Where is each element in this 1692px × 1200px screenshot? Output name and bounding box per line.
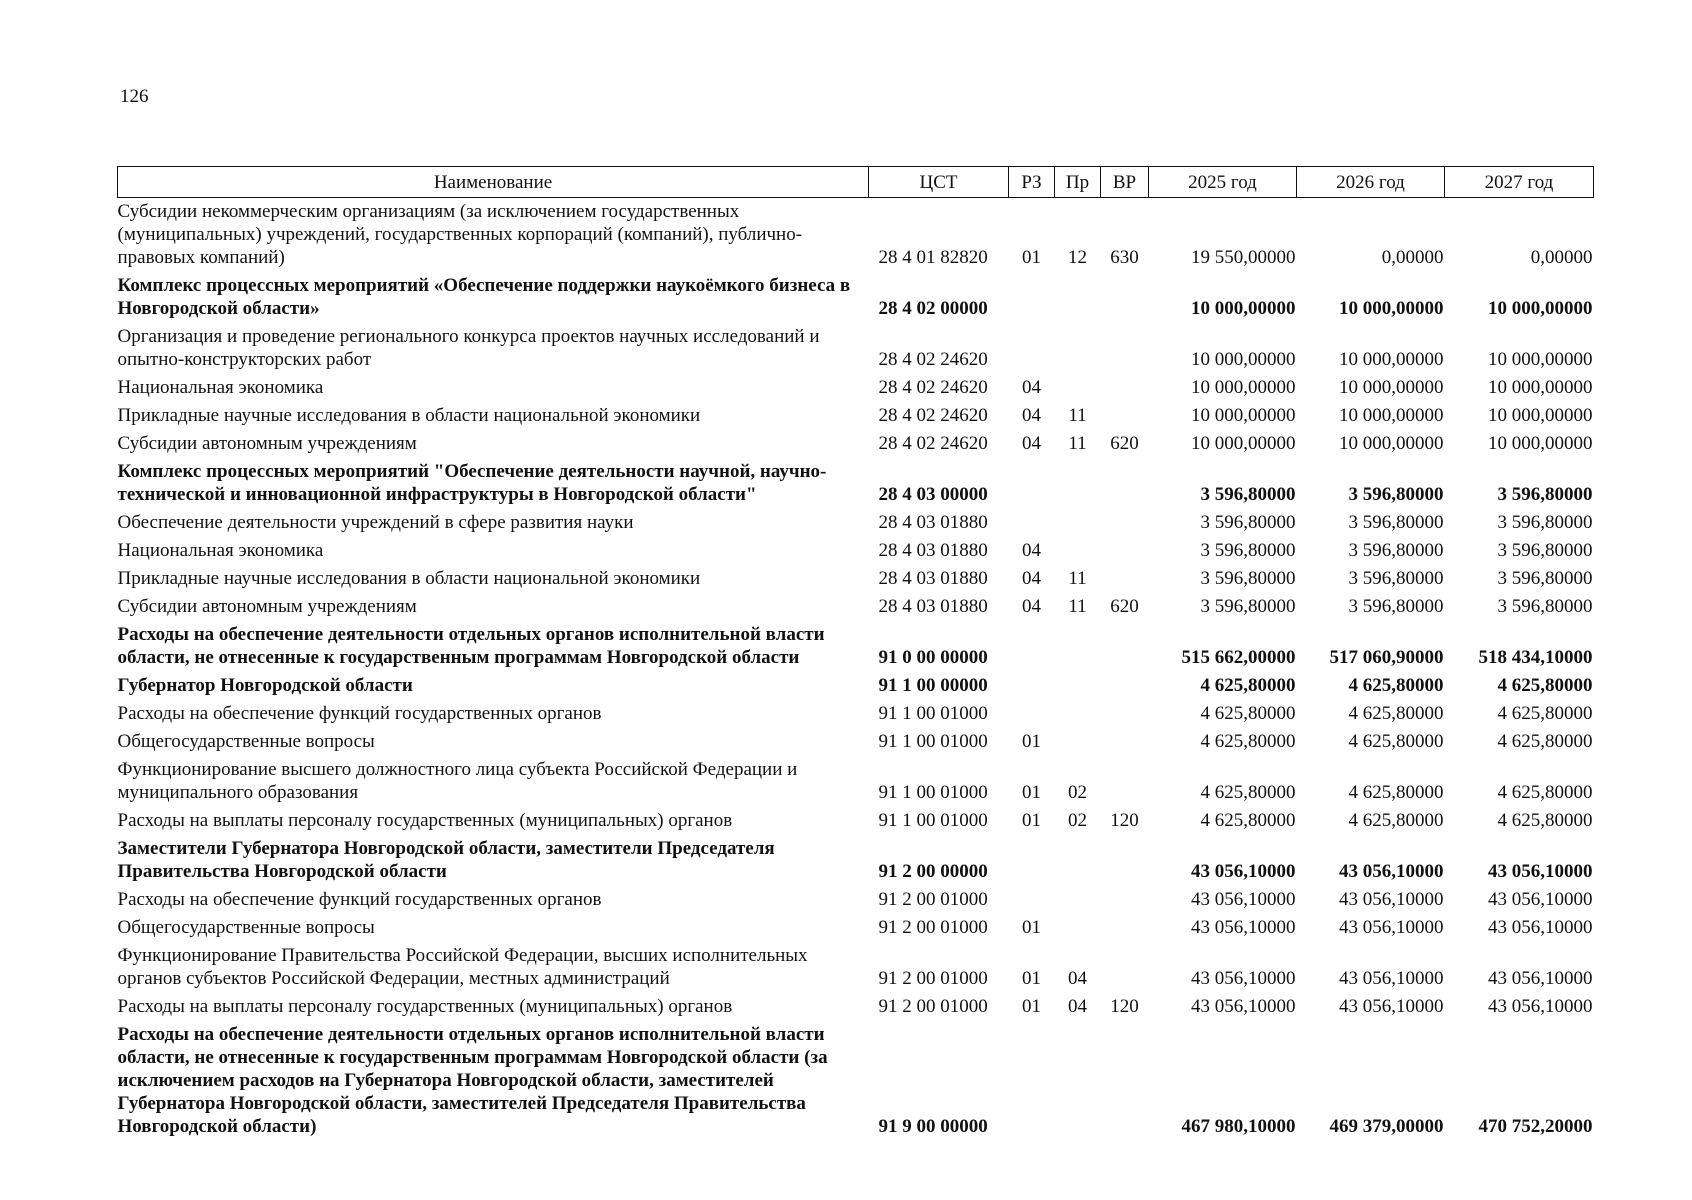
cell-2027: 10 000,00000: [1488, 298, 1593, 319]
cell-pr: 11: [1068, 596, 1087, 617]
header-vr: ВР: [1101, 167, 1149, 198]
cell-rz: 01: [1022, 782, 1041, 803]
cell-vr: [1101, 835, 1149, 886]
cell-name: Комплекс процессных мероприятий "Обеспечение деятельности научной, научно-технической и инновационной инфраструктуры в Новгородской области": [117, 461, 827, 505]
cell-pr: [1055, 728, 1101, 756]
table-row: [118, 993, 1594, 1021]
cell-name: Прикладные научные исследования в области национальной экономики: [117, 405, 701, 426]
table-row: [118, 430, 1594, 458]
cell-cst: 91 1 00 01000: [878, 782, 988, 803]
header-2027: 2027 год: [1445, 167, 1594, 198]
cell-cst: 28 4 01 82820: [878, 247, 988, 268]
cell-name: Комплекс процессных мероприятий «Обеспечение поддержки наукоёмкого бизнеса в Новгородской области»: [117, 275, 851, 319]
cell-cst: 91 2 00 00000: [878, 861, 988, 882]
cell-2025: 43 056,10000: [1191, 889, 1296, 910]
cell-2027: 43 056,10000: [1488, 996, 1593, 1017]
cell-pr: [1055, 886, 1101, 914]
cell-vr: [1101, 942, 1149, 993]
cell-2025: 10 000,00000: [1191, 405, 1296, 426]
cell-rz: [1009, 458, 1055, 509]
table-row: [118, 537, 1594, 565]
cell-pr: 04: [1068, 996, 1087, 1017]
table-row: [118, 198, 1594, 273]
cell-2027: 4 625,80000: [1497, 675, 1593, 696]
table-row: [118, 942, 1594, 993]
cell-2026: 3 596,80000: [1348, 596, 1444, 617]
cell-2027: 43 056,10000: [1488, 968, 1593, 989]
cell-name: Расходы на обеспечение функций государственных органов: [117, 889, 602, 910]
cell-vr: 120: [1110, 810, 1139, 831]
cell-rz: 01: [1022, 917, 1041, 938]
header-cst: ЦСТ: [869, 167, 1009, 198]
table-row: [118, 402, 1594, 430]
cell-rz: 01: [1022, 996, 1041, 1017]
cell-2025: 43 056,10000: [1191, 996, 1296, 1017]
cell-pr: [1055, 509, 1101, 537]
table-row: [118, 323, 1594, 374]
header-name: Наименование: [118, 167, 869, 198]
table-row: [118, 458, 1594, 509]
cell-cst: 28 4 03 00000: [878, 484, 988, 505]
cell-2025: 4 625,80000: [1200, 703, 1296, 724]
cell-vr: [1101, 1021, 1149, 1141]
cell-cst: 28 4 03 01880: [878, 540, 988, 561]
cell-vr: [1101, 886, 1149, 914]
cell-2025: 4 625,80000: [1200, 810, 1296, 831]
page-number: 126: [120, 86, 149, 107]
cell-2026: 43 056,10000: [1339, 861, 1444, 882]
cell-2026: 43 056,10000: [1339, 889, 1444, 910]
cell-2027: 518 434,10000: [1478, 647, 1593, 668]
cell-rz: [1009, 323, 1055, 374]
cell-vr: [1101, 374, 1149, 402]
cell-pr: [1055, 272, 1101, 323]
cell-2026: 10 000,00000: [1339, 377, 1444, 398]
cell-pr: [1055, 835, 1101, 886]
header-2026: 2026 год: [1297, 167, 1445, 198]
cell-2026: 517 060,90000: [1329, 647, 1444, 668]
cell-vr: [1101, 672, 1149, 700]
table-row: [118, 593, 1594, 621]
cell-2027: 3 596,80000: [1497, 596, 1593, 617]
cell-pr: [1055, 537, 1101, 565]
cell-vr: [1101, 537, 1149, 565]
cell-pr: 04: [1068, 968, 1087, 989]
cell-2027: 4 625,80000: [1497, 810, 1593, 831]
cell-cst: 91 1 00 00000: [878, 675, 988, 696]
cell-rz: 01: [1022, 810, 1041, 831]
cell-pr: [1055, 458, 1101, 509]
cell-2027: 43 056,10000: [1488, 917, 1593, 938]
cell-rz: 04: [1022, 596, 1041, 617]
cell-vr: [1101, 458, 1149, 509]
cell-vr: [1101, 756, 1149, 807]
cell-name: Расходы на выплаты персоналу государственных (муниципальных) органов: [117, 996, 733, 1017]
cell-2025: 3 596,80000: [1200, 540, 1296, 561]
cell-2027: 3 596,80000: [1497, 540, 1593, 561]
cell-rz: [1009, 700, 1055, 728]
table-row: [118, 672, 1594, 700]
cell-2025: 10 000,00000: [1191, 349, 1296, 370]
cell-2026: 4 625,80000: [1348, 810, 1444, 831]
cell-2027: 4 625,80000: [1497, 731, 1593, 752]
cell-cst: 91 2 00 01000: [878, 917, 988, 938]
cell-pr: [1055, 374, 1101, 402]
cell-cst: 28 4 02 24620: [878, 377, 988, 398]
cell-vr: 630: [1110, 247, 1139, 268]
table-row: [118, 374, 1594, 402]
cell-2025: 4 625,80000: [1200, 782, 1296, 803]
cell-rz: [1009, 509, 1055, 537]
cell-2026: 43 056,10000: [1339, 917, 1444, 938]
table-row: [118, 272, 1594, 323]
cell-2025: 467 980,10000: [1181, 1116, 1296, 1137]
cell-2026: 0,00000: [1381, 247, 1444, 268]
cell-2026: 10 000,00000: [1339, 298, 1444, 319]
cell-name: Субсидии автономным учреждениям: [117, 596, 417, 617]
cell-name: Субсидии некоммерческим организациям (за исключением государственных (муниципальных) учреждений, государственных корпораций (компаний), публично-правовых компаний): [117, 201, 803, 268]
cell-name: Общегосударственные вопросы: [117, 917, 375, 938]
table-row: [118, 886, 1594, 914]
cell-pr: [1055, 700, 1101, 728]
table-row: [118, 756, 1594, 807]
cell-vr: [1101, 509, 1149, 537]
cell-2025: 10 000,00000: [1191, 377, 1296, 398]
cell-pr: 11: [1068, 568, 1087, 589]
cell-2025: 43 056,10000: [1191, 861, 1296, 882]
cell-name: Субсидии автономным учреждениям: [117, 433, 417, 454]
cell-pr: [1055, 914, 1101, 942]
table-row: [118, 728, 1594, 756]
cell-vr: [1101, 565, 1149, 593]
cell-pr: 12: [1068, 247, 1087, 268]
cell-vr: [1101, 323, 1149, 374]
cell-cst: 91 2 00 01000: [878, 996, 988, 1017]
cell-2027: 4 625,80000: [1497, 782, 1593, 803]
cell-pr: [1055, 621, 1101, 672]
cell-2025: 43 056,10000: [1191, 968, 1296, 989]
cell-pr: 11: [1068, 433, 1087, 454]
cell-cst: 91 1 00 01000: [878, 810, 988, 831]
cell-pr: 02: [1068, 782, 1087, 803]
cell-2026: 3 596,80000: [1348, 484, 1444, 505]
cell-2027: 43 056,10000: [1488, 889, 1593, 910]
table-row: [118, 914, 1594, 942]
cell-name: Обеспечение деятельности учреждений в сфере развития науки: [117, 512, 634, 533]
cell-rz: 04: [1022, 540, 1041, 561]
cell-rz: 04: [1022, 405, 1041, 426]
cell-2025: 3 596,80000: [1200, 484, 1296, 505]
cell-cst: 91 0 00 00000: [878, 647, 988, 668]
cell-vr: [1101, 272, 1149, 323]
cell-2025: 10 000,00000: [1191, 433, 1296, 454]
cell-2025: 3 596,80000: [1200, 512, 1296, 533]
cell-rz: 01: [1022, 247, 1041, 268]
cell-2027: 10 000,00000: [1488, 349, 1593, 370]
cell-2026: 4 625,80000: [1348, 675, 1444, 696]
table-row: [118, 621, 1594, 672]
cell-2025: 43 056,10000: [1191, 917, 1296, 938]
cell-vr: [1101, 402, 1149, 430]
cell-rz: 01: [1022, 968, 1041, 989]
cell-rz: [1009, 672, 1055, 700]
cell-rz: [1009, 886, 1055, 914]
cell-2026: 43 056,10000: [1339, 968, 1444, 989]
cell-2025: 19 550,00000: [1191, 247, 1296, 268]
cell-2025: 3 596,80000: [1200, 596, 1296, 617]
cell-cst: 91 1 00 01000: [878, 703, 988, 724]
cell-name: Функционирование высшего должностного лица субъекта Российской Федерации и муниципального образования: [117, 759, 798, 803]
header-2025: 2025 год: [1149, 167, 1297, 198]
cell-2027: 470 752,20000: [1478, 1116, 1593, 1137]
cell-2027: 43 056,10000: [1488, 861, 1593, 882]
cell-2027: 10 000,00000: [1488, 405, 1593, 426]
cell-2026: 4 625,80000: [1348, 782, 1444, 803]
cell-vr: 620: [1110, 433, 1139, 454]
cell-2025: 4 625,80000: [1200, 731, 1296, 752]
cell-2026: 10 000,00000: [1339, 433, 1444, 454]
cell-name: Губернатор Новгородской области: [117, 675, 413, 696]
cell-2027: 0,00000: [1530, 247, 1593, 268]
table-row: [118, 807, 1594, 835]
cell-2026: 4 625,80000: [1348, 703, 1444, 724]
cell-cst: 91 2 00 01000: [878, 968, 988, 989]
cell-cst: 28 4 02 24620: [878, 433, 988, 454]
cell-rz: 04: [1022, 377, 1041, 398]
cell-2027: 3 596,80000: [1497, 512, 1593, 533]
cell-2026: 10 000,00000: [1339, 405, 1444, 426]
table-row: [118, 565, 1594, 593]
cell-2027: 10 000,00000: [1488, 433, 1593, 454]
cell-pr: 11: [1068, 405, 1087, 426]
cell-cst: 28 4 03 01880: [878, 512, 988, 533]
cell-cst: 91 2 00 01000: [878, 889, 988, 910]
cell-rz: 04: [1022, 568, 1041, 589]
cell-vr: [1101, 700, 1149, 728]
cell-2027: 4 625,80000: [1497, 703, 1593, 724]
cell-2025: 4 625,80000: [1200, 675, 1296, 696]
cell-2027: 3 596,80000: [1497, 484, 1593, 505]
cell-name: Расходы на обеспечение деятельности отдельных органов исполнительной власти области, не отнесенные к государственным программам Новгородской области (за исключением расходов на Губернатора Новгородской области, заместителей Губернатора Новгородской области, заместителей Председателя Правительства Новгородской области): [117, 1024, 828, 1137]
cell-2027: 10 000,00000: [1488, 377, 1593, 398]
cell-cst: 28 4 03 01880: [878, 568, 988, 589]
table-row: [118, 835, 1594, 886]
cell-2026: 4 625,80000: [1348, 731, 1444, 752]
cell-name: Организация и проведение регионального конкурса проектов научных исследований и опытно-конструкторских работ: [117, 326, 820, 370]
cell-rz: 01: [1022, 731, 1041, 752]
cell-name: Заместители Губернатора Новгородской области, заместители Председателя Правительства Новгородской области: [117, 838, 775, 882]
cell-name: Расходы на обеспечение функций государственных органов: [117, 703, 602, 724]
cell-name: Расходы на выплаты персоналу государственных (муниципальных) органов: [117, 810, 733, 831]
header-rz: РЗ: [1009, 167, 1055, 198]
cell-pr: [1055, 323, 1101, 374]
cell-rz: [1009, 621, 1055, 672]
cell-cst: 28 4 02 24620: [878, 349, 988, 370]
cell-vr: [1101, 914, 1149, 942]
cell-cst: 28 4 02 24620: [878, 405, 988, 426]
cell-rz: [1009, 272, 1055, 323]
cell-rz: 04: [1022, 433, 1041, 454]
cell-2025: 10 000,00000: [1191, 298, 1296, 319]
cell-2025: 3 596,80000: [1200, 568, 1296, 589]
cell-name: Функционирование Правительства Российской Федерации, высших исполнительных органов субъектов Российской Федерации, местных администраций: [117, 945, 808, 989]
cell-cst: 91 1 00 01000: [878, 731, 988, 752]
cell-2026: 3 596,80000: [1348, 568, 1444, 589]
cell-2025: 515 662,00000: [1181, 647, 1296, 668]
cell-pr: [1055, 672, 1101, 700]
cell-2026: 3 596,80000: [1348, 512, 1444, 533]
cell-vr: [1101, 728, 1149, 756]
cell-rz: [1009, 835, 1055, 886]
cell-cst: 28 4 03 01880: [878, 596, 988, 617]
cell-cst: 91 9 00 00000: [878, 1116, 988, 1137]
cell-name: Общегосударственные вопросы: [117, 731, 375, 752]
cell-name: Национальная экономика: [117, 540, 324, 561]
table-row: [118, 700, 1594, 728]
table-body: [118, 198, 1594, 1142]
cell-2026: 469 379,00000: [1329, 1116, 1444, 1137]
table-row: [118, 509, 1594, 537]
table-header: [118, 167, 1594, 198]
cell-2026: 10 000,00000: [1339, 349, 1444, 370]
cell-cst: 28 4 02 00000: [878, 298, 988, 319]
cell-2026: 43 056,10000: [1339, 996, 1444, 1017]
table-row: [118, 1021, 1594, 1141]
cell-2026: 3 596,80000: [1348, 540, 1444, 561]
cell-pr: [1055, 1021, 1101, 1141]
cell-rz: [1009, 1021, 1055, 1141]
cell-vr: 620: [1110, 596, 1139, 617]
cell-name: Национальная экономика: [117, 377, 324, 398]
cell-vr: [1101, 621, 1149, 672]
budget-table: [117, 166, 1594, 1141]
cell-pr: 02: [1068, 810, 1087, 831]
header-pr: Пр: [1055, 167, 1101, 198]
cell-name: Прикладные научные исследования в области национальной экономики: [117, 568, 701, 589]
cell-vr: 120: [1110, 996, 1139, 1017]
cell-name: Расходы на обеспечение деятельности отдельных органов исполнительной власти области, не отнесенные к государственным программам Новгородской области: [117, 624, 825, 668]
cell-2027: 3 596,80000: [1497, 568, 1593, 589]
